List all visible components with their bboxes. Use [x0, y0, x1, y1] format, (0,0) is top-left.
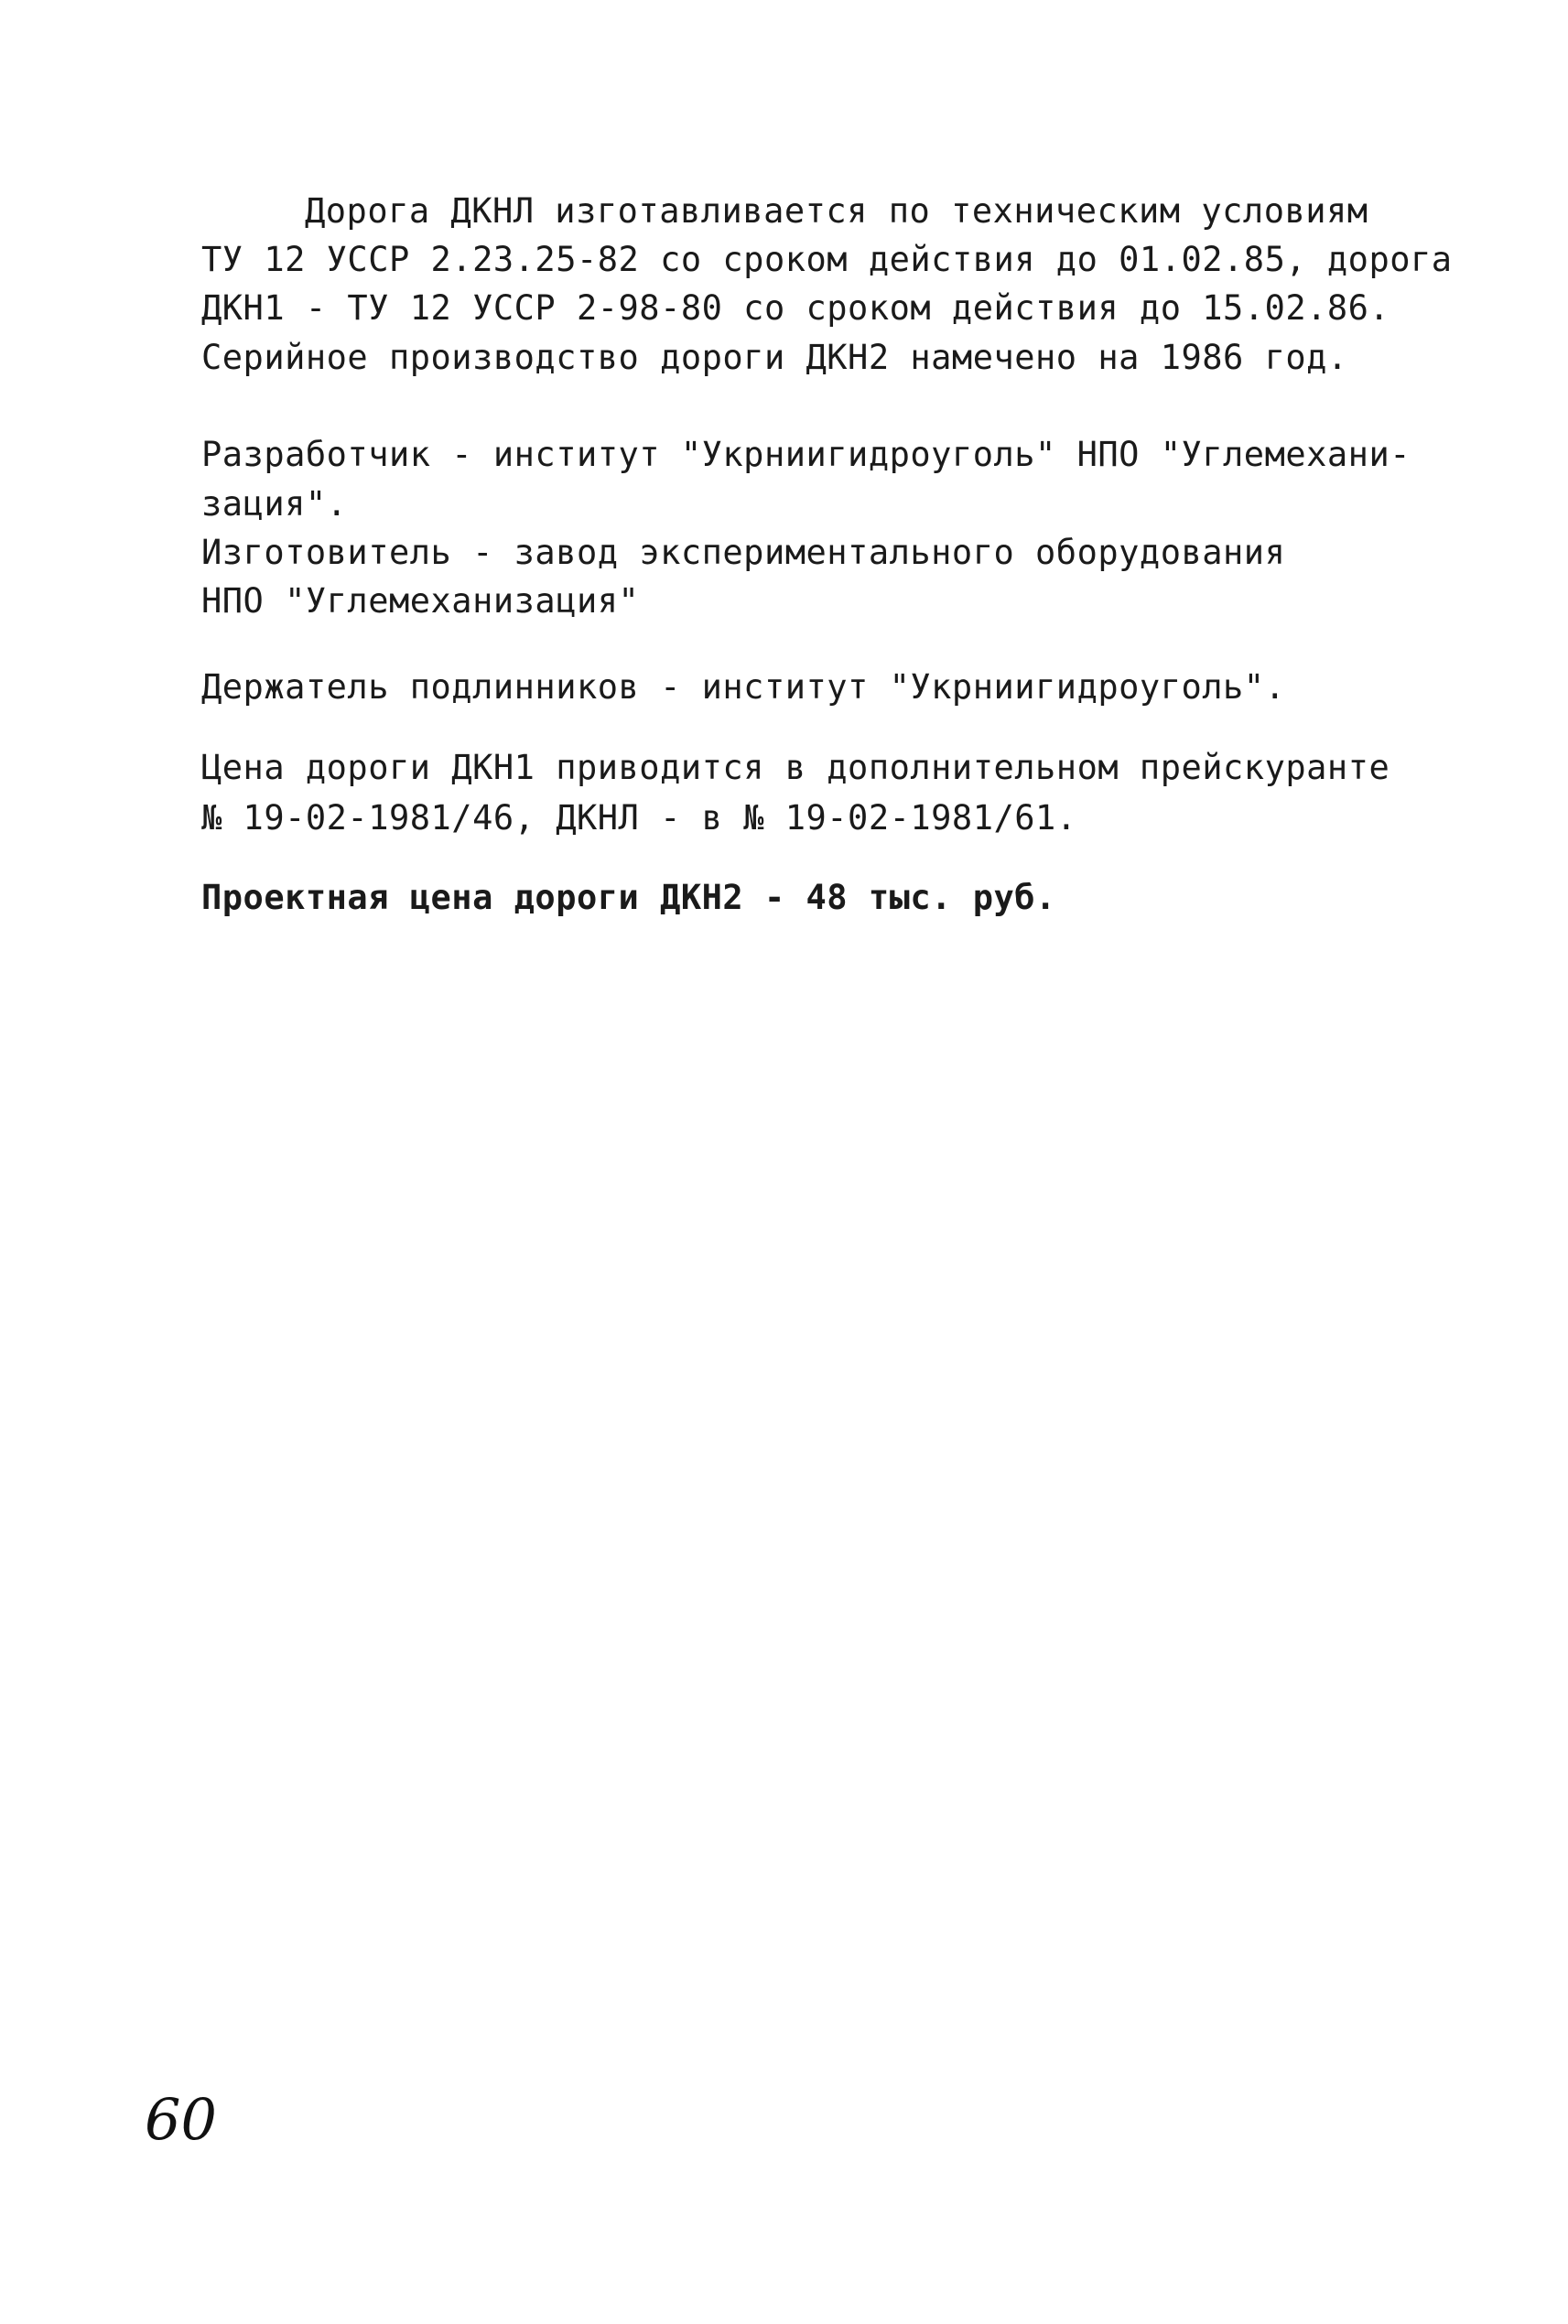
page-number: 60 [145, 2086, 217, 2153]
paragraph-2-line-4: НПО "Углемеханизация" [201, 581, 640, 621]
paragraph-4-line-2: № 19-02-1981/46, ДКНЛ - в № 19-02-1981/61. [201, 798, 1077, 838]
paragraph-1-line-3: ДКН1 - ТУ 12 УССР 2-98-80 со сроком действия до 15.02.86. [201, 288, 1390, 328]
paragraph-1-line-4: Серийное производство дороги ДКН2 намечено на 1986 год. [201, 338, 1348, 377]
paragraph-5-line-1: Проектная цена дороги ДКН2 - 48 тыс. руб. [201, 878, 1056, 917]
paragraph-2-line-2: зация". [201, 484, 348, 524]
paragraph-2-line-1: Разработчик - институт "Укрниигидроуголь" НПО "Углемехани- [201, 435, 1411, 474]
paragraph-1-line-1: Дорога ДКНЛ изготавливается по техническим условиям [305, 191, 1368, 231]
paragraph-4-line-1: Цена дороги ДКН1 приводится в дополнительном прейскуранте [201, 748, 1390, 787]
paragraph-3-line-1: Держатель подлинников - институт "Укрниигидроуголь". [201, 667, 1286, 707]
paragraph-1-line-2: ТУ 12 УССР 2.23.25-82 со сроком действия до 01.02.85, дорога [201, 240, 1453, 279]
paragraph-2-line-3: Изготовитель - завод экспериментального оборудования [201, 533, 1286, 572]
